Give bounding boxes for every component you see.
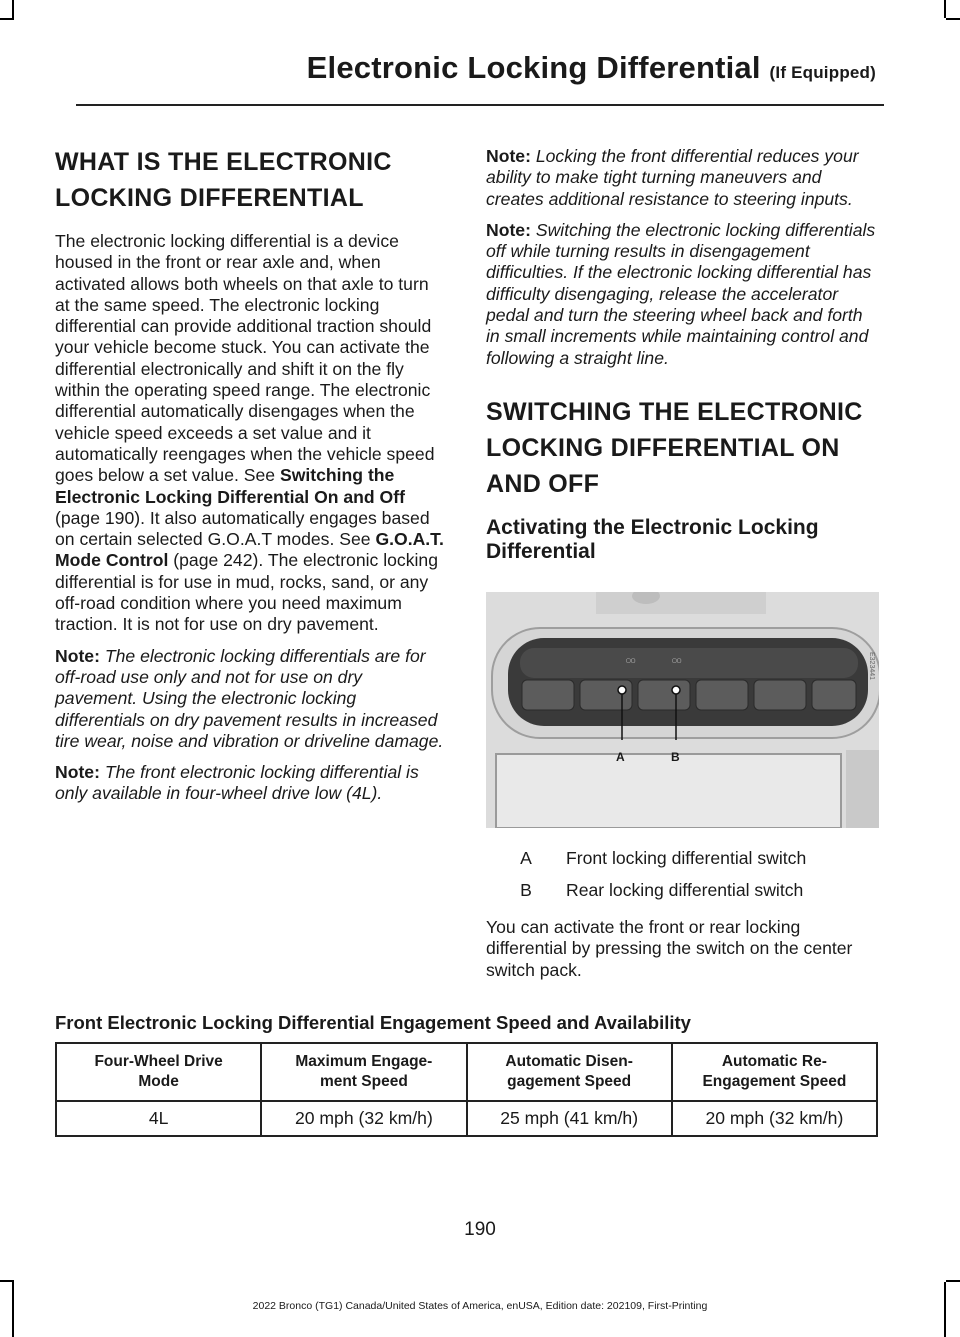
table-header-cell: Four-Wheel Drive Mode <box>56 1043 261 1101</box>
page-footer: 2022 Bronco (TG1) Canada/United States of America, enUSA, Edition date: 202109, First-Printing <box>252 1300 708 1312</box>
table-title: Front Electronic Locking Differential Engagement Speed and Availability <box>55 1012 691 1033</box>
figure-reference-code: E323441 <box>868 651 875 680</box>
table-cell: 20 mph (32 km/h) <box>261 1101 466 1136</box>
callout-a: A <box>616 749 625 764</box>
page-header-title <box>0 50 876 86</box>
switch-pack-drawing <box>486 592 879 828</box>
header-title-suffix: (If Equipped) <box>769 63 876 82</box>
table-row <box>56 1101 877 1136</box>
note-paragraph <box>486 146 879 210</box>
crop-mark <box>946 1280 960 1282</box>
crop-mark <box>12 0 14 18</box>
table-header-cell: Automatic Disen- gagement Speed <box>467 1043 672 1101</box>
legend-text: Front locking differential switch <box>566 847 807 868</box>
svg-text:▢▢: ▢▢ <box>672 657 682 664</box>
note-label: Note: <box>486 146 531 166</box>
activation-paragraph: You can activate the front or rear locking differential by pressing the switch on the center switch pack. <box>486 916 853 980</box>
table-header-row <box>56 1043 877 1101</box>
note-paragraph <box>486 220 879 369</box>
table-cell: 25 mph (41 km/h) <box>467 1101 672 1136</box>
engagement-speed-table <box>55 1042 878 1137</box>
table-header-cell: Maximum Engage- ment Speed <box>261 1043 466 1101</box>
left-column <box>55 146 448 805</box>
note-label: Note: <box>55 762 100 783</box>
section-heading: WHAT IS THE ELECTRONIC LOCKING DIFFERENTIAL <box>55 148 392 212</box>
crop-mark <box>946 18 960 20</box>
legend-key: B <box>520 879 532 900</box>
table-cell: 4L <box>56 1101 261 1136</box>
note-text: The front electronic locking differential is only available in four-wheel drive low (4L). <box>55 762 419 804</box>
legend-text: Rear locking differential switch <box>566 879 804 900</box>
callout-b: B <box>671 749 680 764</box>
crop-mark <box>0 1280 14 1282</box>
note-paragraph <box>55 762 448 805</box>
svg-text:▢▢: ▢▢ <box>626 657 636 664</box>
note-label: Note: <box>55 645 100 666</box>
page-number: 190 <box>464 1219 496 1240</box>
crop-mark <box>0 18 14 20</box>
header-title-main: Electronic Locking Differential <box>306 50 761 85</box>
right-column <box>486 146 879 981</box>
crop-mark <box>944 0 946 18</box>
subsection-heading: Activating the Electronic Locking Differential <box>486 515 819 563</box>
note-paragraph <box>55 646 448 752</box>
table-header-cell: Automatic Re- Engagement Speed <box>672 1043 877 1101</box>
note-text: Switching the electronic locking differentials off while turning results in disengagement difficulties. If the electronic locking differential has difficulty disengaging, release the accelerator pedal and turn the steering wheel back and forth in small increments while maintaining control and following a straight line. <box>486 219 876 368</box>
legend-key: A <box>520 847 532 868</box>
cross-reference-link[interactable]: Switching the Electronic Locking Differential On and Off <box>55 465 405 507</box>
note-text: The electronic locking differentials are for off-road use only and not for use on dry pavement. Using the electronic locking differentials on dry pavement results in increased tire wear, noise and vibration or driveline damage. <box>55 645 444 751</box>
section-heading: SWITCHING THE ELECTRONIC LOCKING DIFFERENTIAL ON AND OFF <box>486 397 863 498</box>
note-text: Locking the front differential reduces your ability to make tight turning maneuvers and creates additional resistance to steering inputs. <box>486 146 859 209</box>
cross-reference-link[interactable]: G.O.A.T. Mode Control <box>55 529 444 571</box>
header-divider <box>76 104 884 106</box>
note-label: Note: <box>486 219 531 240</box>
table-cell: 20 mph (32 km/h) <box>672 1101 877 1136</box>
figure-legend <box>486 847 879 901</box>
intro-paragraph: The electronic locking differential is a device housed in the front or rear axle and, when activated allows both wheels on that axle to turn at the same speed. The electronic locking differential can provide additional traction should your vehicle become stuck. You can activate the differential electronically and shift it on the fly within the operating speed range. The electronic differential automatically disengages when the vehicle speed exceeds a set value and it automatically reengages when the vehicle speed goes below a set value. See Switching the Electronic Locking Differential On and Off (page 190). It also automatically engages based on certain selected G.O.A.T modes. See G.O.A.T. Mode Control (page 242). The electronic locking differential is for use in mud, rocks, sand, or any off-road condition where you need maximum traction. It is not for use on dry pavement. <box>55 231 444 635</box>
switch-pack-illustration <box>486 592 879 828</box>
